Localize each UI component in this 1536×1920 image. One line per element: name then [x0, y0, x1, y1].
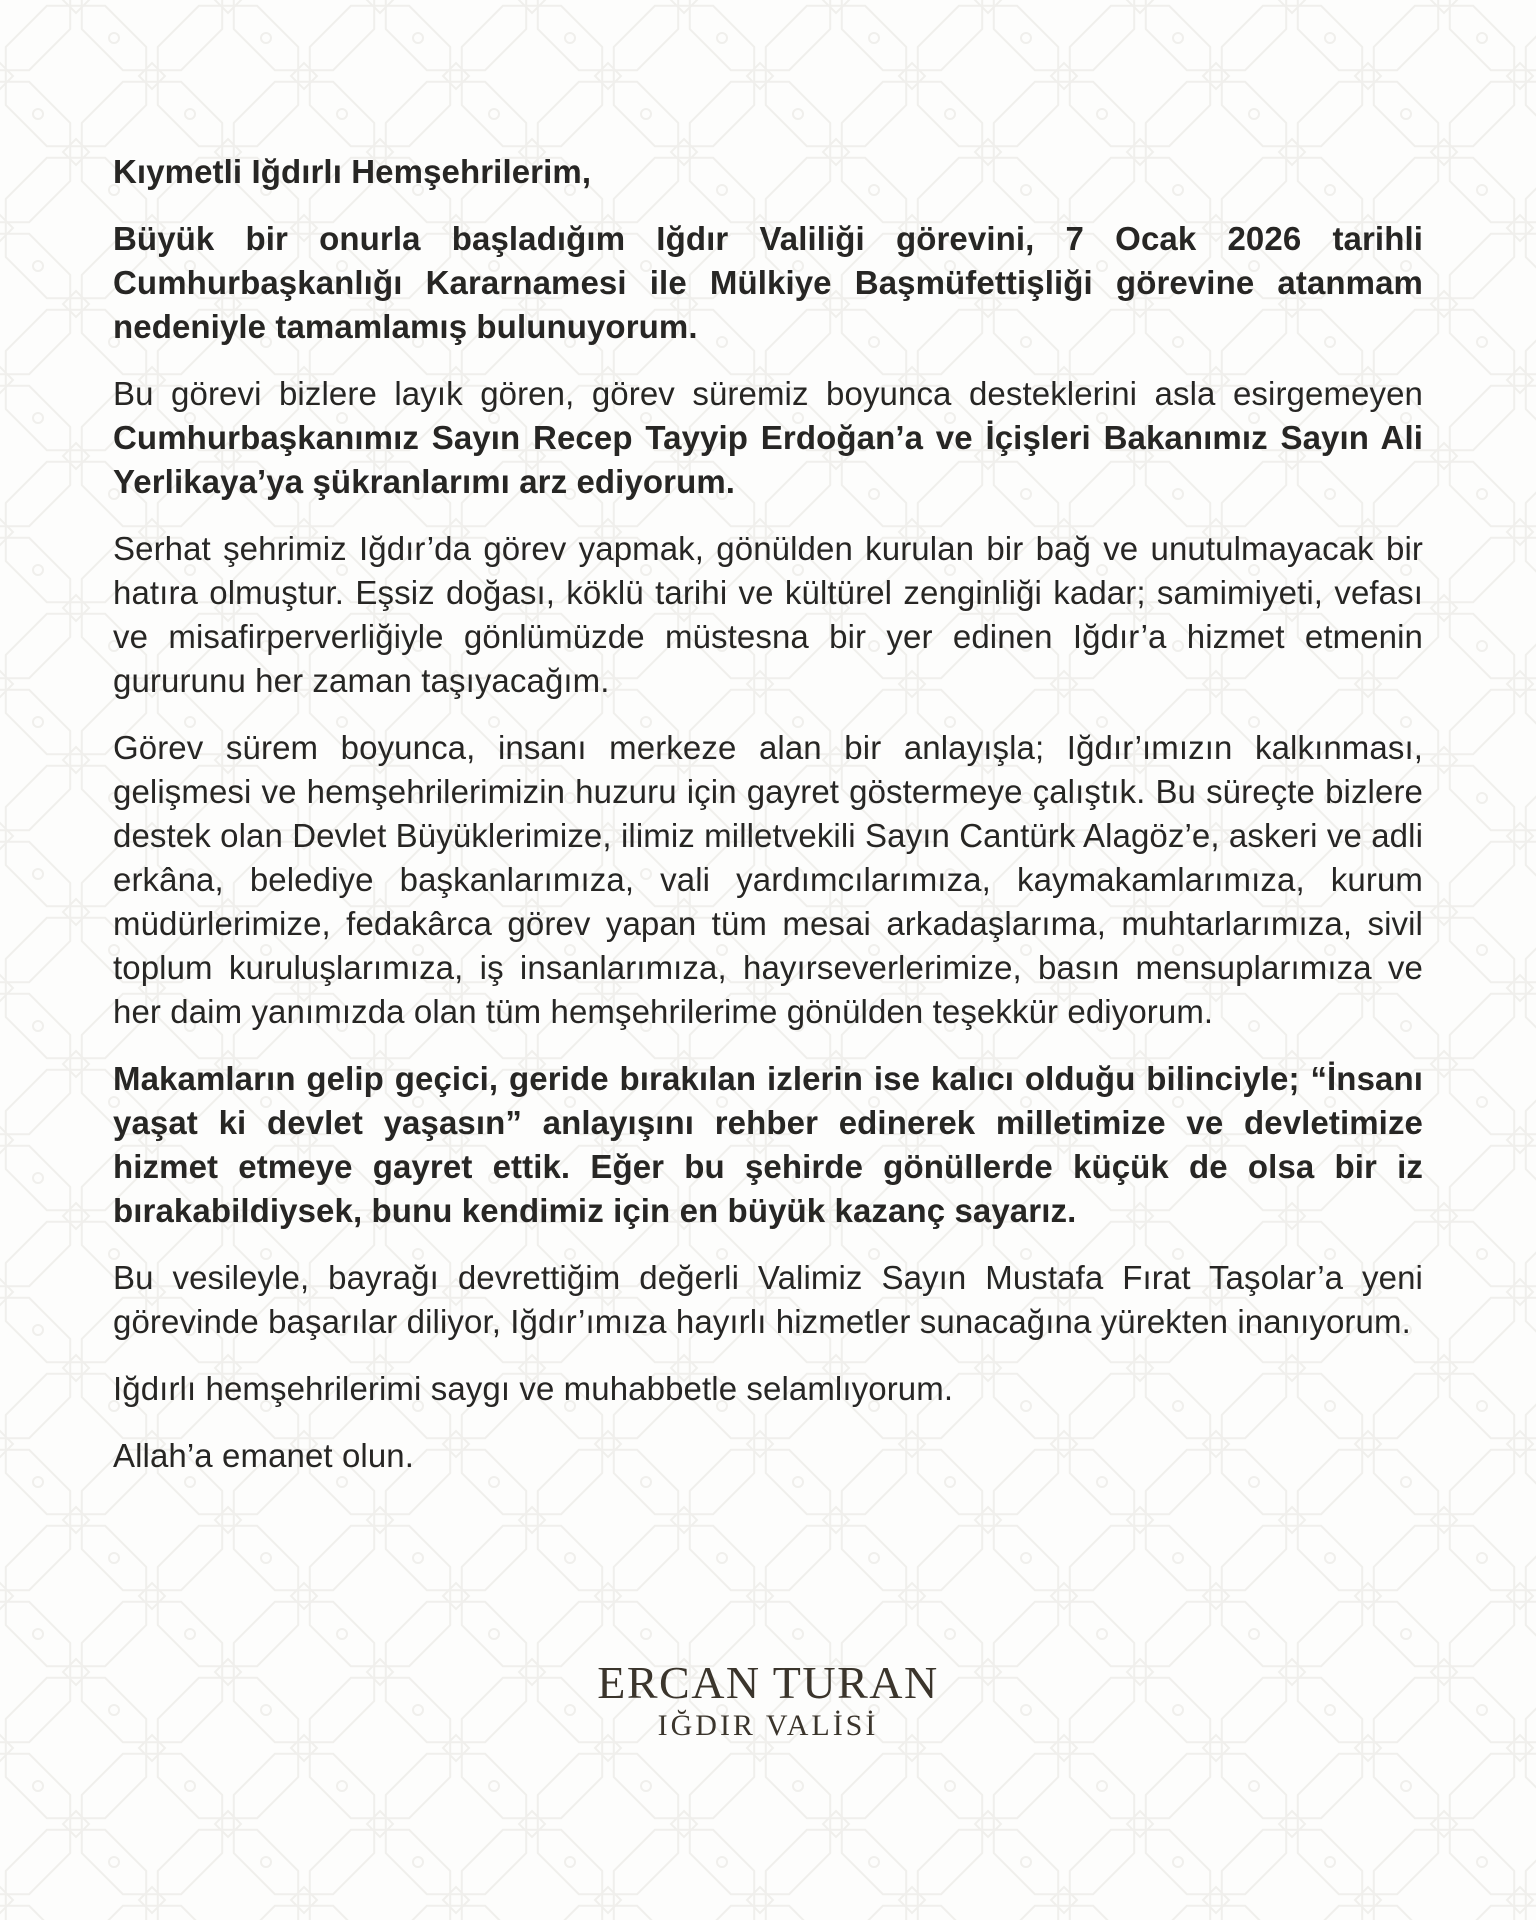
paragraph [113, 217, 1423, 349]
paragraph [113, 726, 1423, 1034]
paragraph-text: Görev sürem boyunca, insanı merkeze alan bir anlayışla; Iğdır’ımızın kalkınması, gelişmesi ve hemşehrilerimizin huzuru için gayret göstermeye çalıştık. Bu süreçte bizlere destek olan Devlet Büyüklerimize, ilimiz milletvekili Sayın Cantürk Alagöz’e, askeri ve adli erkâna, belediye başkanlarımıza, vali yardımcılarımıza, kaymakamlarımıza, kurum müdürlerimize, fedakârca görev yapan tüm mesai arkadaşlarıma, muhtarlarımıza, sivil toplum kuruluşlarımıza, iş insanlarımıza, hayırseverlerimize, basın mensuplarımıza ve her daim yanımızda olan tüm hemşehrilerime gönülden teşekkür ediyorum. [113, 729, 1423, 1030]
letter-content [113, 150, 1423, 1501]
paragraph-text-bold: Makamların gelip geçici, geride bırakılan izlerin ise kalıcı olduğu bilinciyle; “İnsanı yaşat ki devlet yaşasın” anlayışını rehber edinerek milletimize ve devletimize hizmet etmeye gayret ettik. Eğer bu şehirde gönüllerde küçük de olsa bir iz bırakabildiysek, bunu kendimiz için en büyük kazanç sayarız. [113, 1060, 1423, 1229]
signature-title: IĞDIR VALİSİ [657, 1709, 879, 1742]
paragraph-text-bold: Cumhurbaşkanımız Sayın Recep Tayyip Erdoğan’a ve İçişleri Bakanımız Sayın Ali Yerlikaya’ya şükranlarımı arz ediyorum. [113, 419, 1423, 500]
letter-body [113, 217, 1423, 1478]
signature-block [0, 1659, 1536, 1743]
paragraph-text: Bu görevi bizlere layık gören, görev süremiz boyunca desteklerini asla esirgemeyen [113, 375, 1423, 412]
paragraph-text-bold: Büyük bir onurla başladığım Iğdır Valiliği görevini, 7 Ocak 2026 tarihli Cumhurbaşkanlığı Kararnamesi ile Mülkiye Başmüfettişliği görevine atanmam nedeniyle tamamlamış bulunuyorum. [113, 220, 1423, 345]
paragraph [113, 527, 1423, 703]
paragraph-text: Serhat şehrimiz Iğdır’da görev yapmak, gönülden kurulan bir bağ ve unutulmayacak bir hatıra olmuştur. Eşsiz doğası, köklü tarihi ve kültürel zenginliği kadar; samimiyeti, vefası ve misafirperverliğiyle gönlümüzde müstesna bir yer edinen Iğdır’a hizmet etmenin gururunu her zaman taşıyacağım. [113, 530, 1423, 699]
salutation: Kıymetli Iğdırlı Hemşehrilerim, [113, 153, 592, 190]
signature-name: ERCAN TURAN [597, 1657, 939, 1708]
paragraph [113, 1367, 1423, 1411]
paragraph [113, 1256, 1423, 1344]
paragraph-text: Iğdırlı hemşehrilerimi saygı ve muhabbetle selamlıyorum. [113, 1370, 954, 1407]
paragraph-text: Allah’a emanet olun. [113, 1437, 415, 1474]
paragraph [113, 1057, 1423, 1233]
paragraph [113, 1434, 1423, 1478]
paragraph [113, 372, 1423, 504]
paragraph-text: Bu vesileyle, bayrağı devrettiğim değerli Valimiz Sayın Mustafa Fırat Taşolar’a yeni görevinde başarılar diliyor, Iğdır’ımıza hayırlı hizmetler sunacağına yürekten inanıyorum. [113, 1259, 1423, 1340]
